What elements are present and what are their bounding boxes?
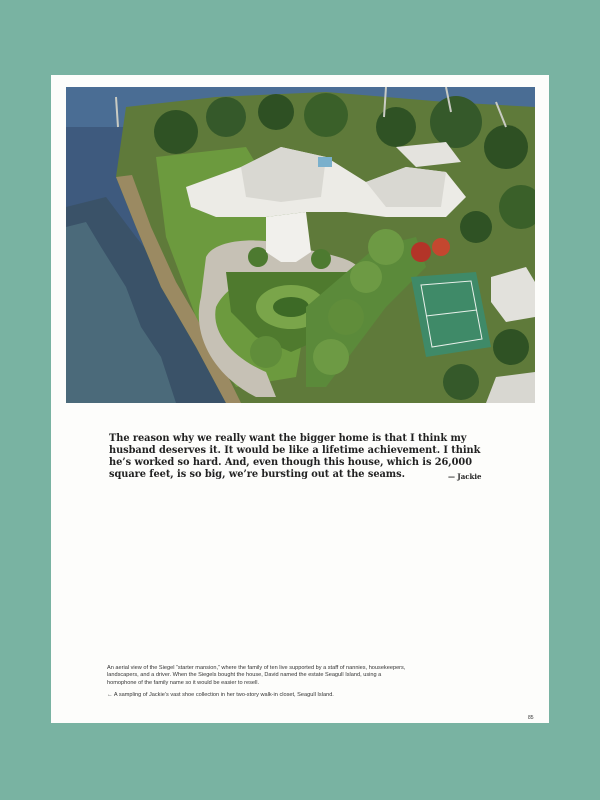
page-number: 85 <box>528 715 534 721</box>
quote-attribution: — Jackie <box>448 472 482 481</box>
aerial-estate-photo <box>66 87 535 403</box>
magazine-page <box>51 75 549 723</box>
caption-secondary: ← A sampling of Jackie’s vast shoe collection in her two-story walk-in closet, Seagull Island. <box>107 692 334 699</box>
estate-illustration <box>66 87 535 403</box>
caption-primary: An aerial view of the Siegel “starter mansion,” where the family of ten live supported by a staff of nannies, housekeepers, landscapers, and a driver. When the Siegels bought the house, David named the estate Seagull Island, using a homophone of the family name so it would be easier to resell. <box>107 665 406 686</box>
photo-caption <box>107 665 407 705</box>
pool <box>318 157 332 167</box>
pull-quote: The reason why we really want the bigger home is that I think my husband deserves it. It would be like a lifetime achievement. I think he’s worked so hard. And, even though this house, which is 26,000 square feet, is so big, we’re bursting out at the seams. <box>109 433 481 480</box>
